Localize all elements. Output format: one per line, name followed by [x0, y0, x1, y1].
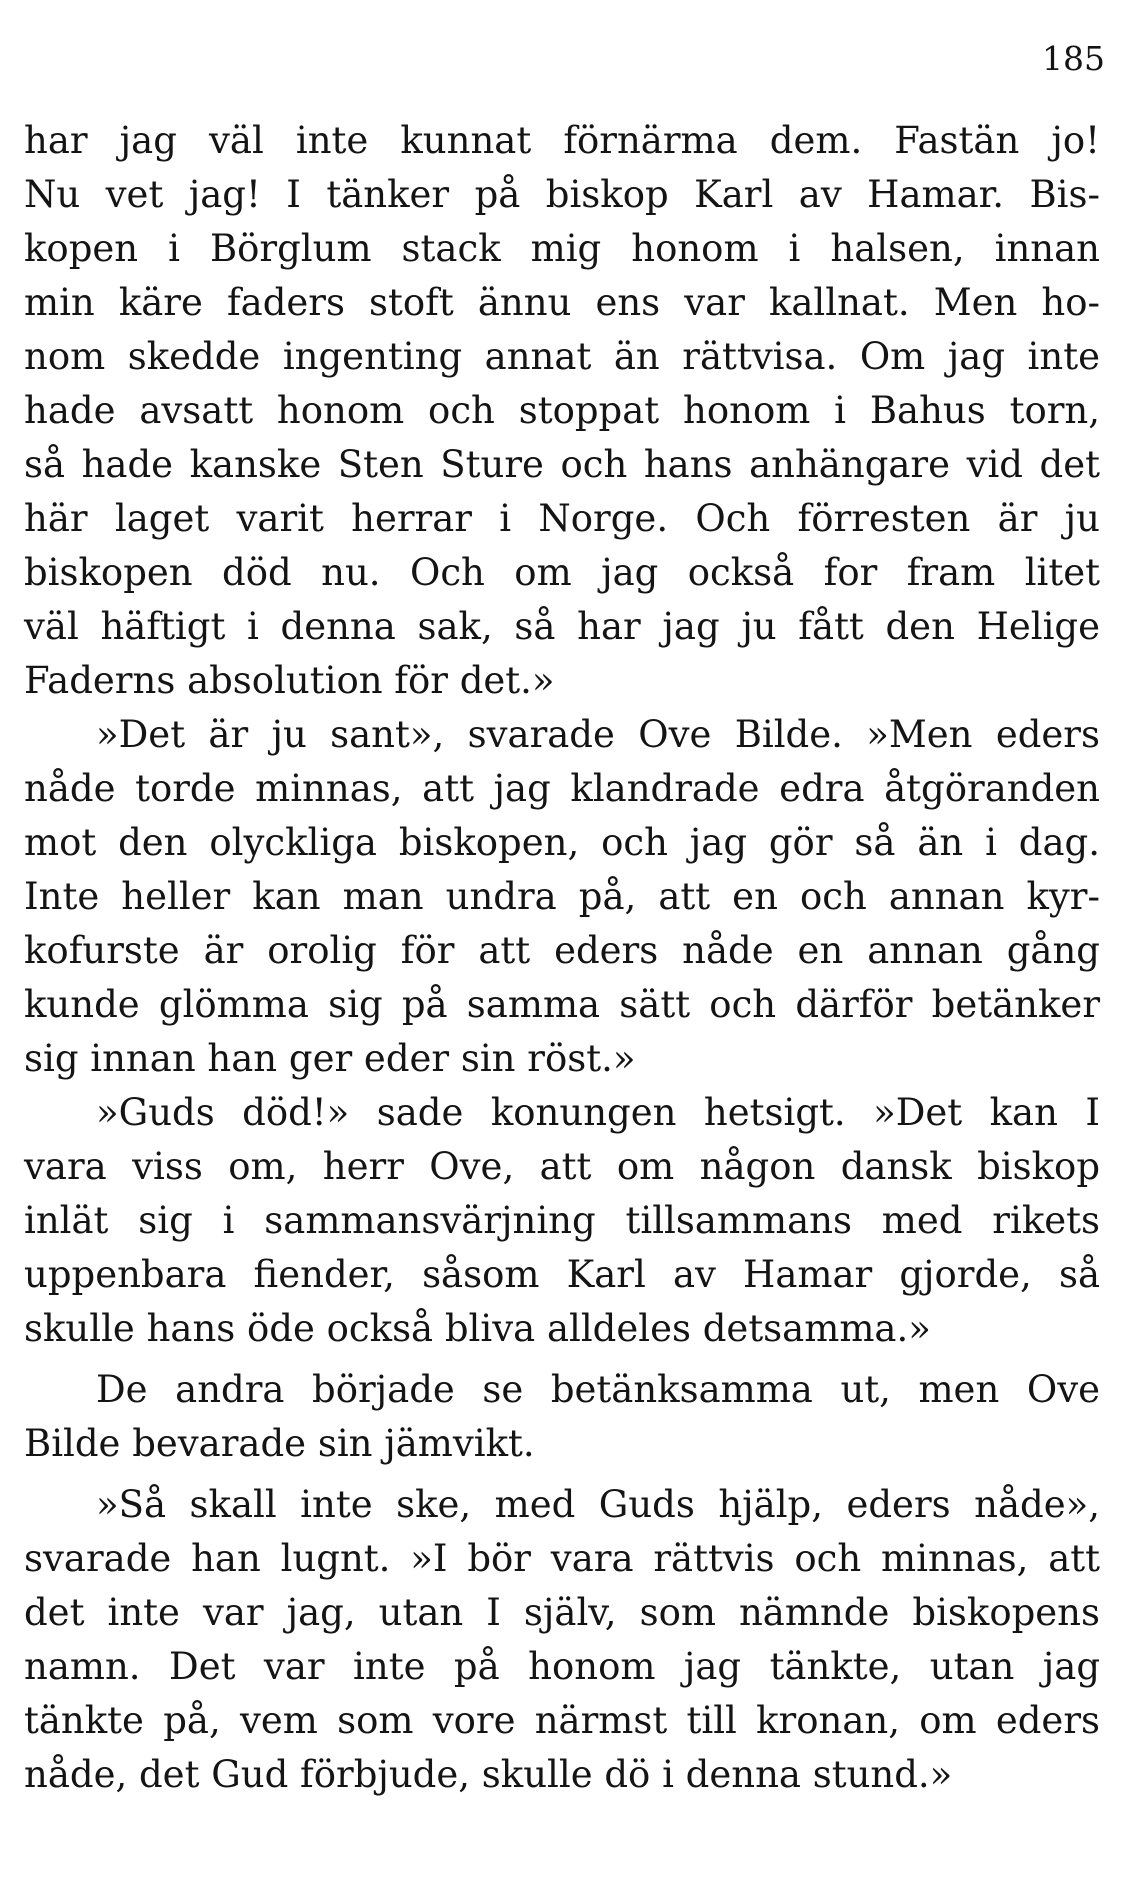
text-line: Nu vet jag! I tänker på biskop Karl av Hamar. Bis- [24, 173, 1100, 216]
paragraph-2 [24, 708, 1100, 1086]
text-line: kopen i Börglum stack mig honom i halsen, innan [24, 227, 1100, 270]
text-line: »Guds död!» sade konungen hetsigt. »Det kan I [96, 1091, 1100, 1134]
text-line: väl häftigt i denna sak, så har jag ju fått den Helige [24, 605, 1100, 648]
text-line: nåde torde minnas, att jag klandrade edra åtgöranden [24, 767, 1100, 810]
page-number: 185 [1042, 39, 1105, 78]
text-line: min käre faders stoft ännu ens var kallnat. Men ho- [24, 281, 1100, 324]
text-line: så hade kanske Sten Sture och hans anhängare vid det [24, 443, 1100, 486]
text-line: det inte var jag, utan I själv, som nämnde biskopens [24, 1591, 1100, 1634]
text-line: tänkte på, vem som vore närmst till kronan, om eders [24, 1699, 1100, 1742]
text-line: »Det är ju sant», svarade Ove Bilde. »Men eders [96, 713, 1100, 756]
paragraph-1 [24, 114, 1100, 708]
text-line: har jag väl inte kunnat förnärma dem. Fastän jo! [24, 119, 1100, 162]
text-line: biskopen död nu. Och om jag också for fram litet [24, 551, 1100, 594]
body-text [24, 114, 1100, 1802]
text-line: hade avsatt honom och stoppat honom i Bahus torn, [24, 389, 1100, 432]
text-line: här laget varit herrar i Norge. Och förresten är ju [24, 497, 1100, 540]
text-line: nåde, det Gud förbjude, skulle dö i denna stund.» [24, 1753, 953, 1796]
text-line: inlät sig i sammansvärjning tillsammans med rikets [24, 1199, 1100, 1242]
text-line: mot den olyckliga biskopen, och jag gör så än i dag. [24, 821, 1100, 864]
paragraph-5 [24, 1478, 1100, 1802]
paragraph-3 [24, 1086, 1100, 1356]
text-line: sig innan han ger eder sin röst.» [24, 1037, 636, 1080]
text-line: vara viss om, herr Ove, att om någon dansk biskop [24, 1145, 1100, 1188]
text-line: Faderns absolution för det.» [24, 659, 555, 702]
text-line: »Så skall inte ske, med Guds hjälp, eders nåde», [96, 1483, 1100, 1526]
text-line: uppenbara fiender, såsom Karl av Hamar gjorde, så [24, 1253, 1100, 1296]
text-line: Bilde bevarade sin jämvikt. [24, 1422, 535, 1465]
text-line: kofurste är orolig för att eders nåde en annan gång [24, 929, 1100, 972]
text-line: namn. Det var inte på honom jag tänkte, utan jag [24, 1645, 1100, 1688]
text-line: kunde glömma sig på samma sätt och därför betänker [24, 983, 1100, 1026]
text-line: svarade han lugnt. »I bör vara rättvis och minnas, att [24, 1537, 1100, 1580]
text-line: skulle hans öde också bliva alldeles detsamma.» [24, 1307, 931, 1350]
paragraph-4 [24, 1363, 1100, 1471]
text-line: De andra började se betänksamma ut, men Ove [96, 1368, 1100, 1411]
text-line: nom skedde ingenting annat än rättvisa. Om jag inte [24, 335, 1100, 378]
text-line: Inte heller kan man undra på, att en och annan kyr- [24, 875, 1100, 918]
